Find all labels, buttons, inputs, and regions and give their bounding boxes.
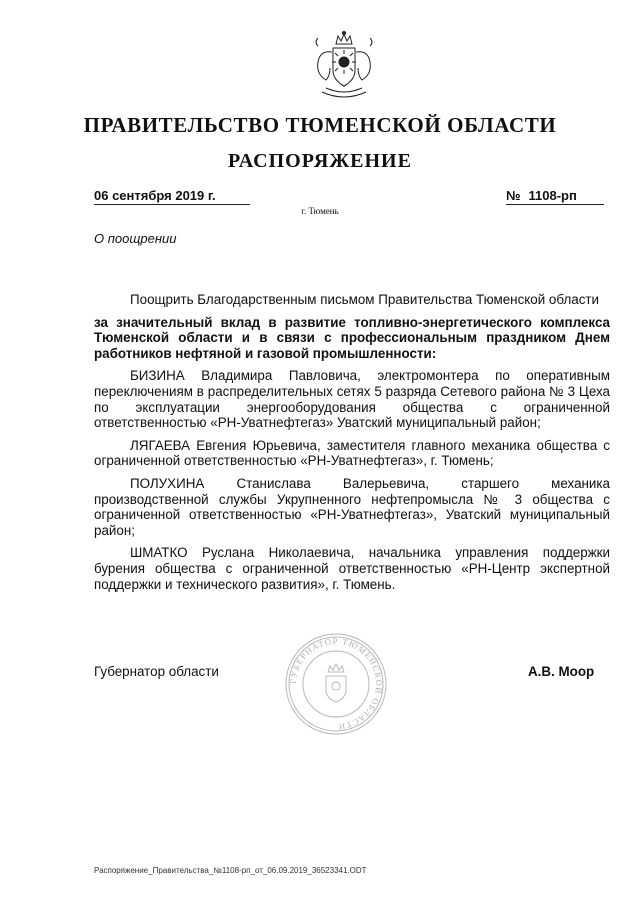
reason-paragraph: за значительный вклад в развитие топливно-энергетического комплекса Тюменской области и в связи с профессиональным праздником Днем работников нефтяной и газовой промышленности: (94, 314, 610, 361)
intro-paragraph: Поощрить Благодарственным письмом Правительства Тюменской области (130, 292, 600, 307)
coat-of-arms-icon (308, 30, 380, 106)
official-seal-icon (284, 632, 388, 736)
awardee-paragraph: ПОЛУХИНА Станислава Валерьевича, старшего механика производственной службы Укрупненного нефтепромысла № 3 общества с ограниченной ответственностью «РН-Уватнефтегаз», Уватский муниципальный район; (94, 475, 610, 538)
svg-text:ГУБЕРНАТОР ТЮМЕНСКОЙ ОБЛАСТИ (288, 636, 384, 732)
document-type-title: РАСПОРЯЖЕНИЕ (228, 150, 412, 172)
seal-text: ГУБЕРНАТОР ТЮМЕНСКОЙ ОБЛАСТИ (287, 635, 385, 733)
document-body (94, 292, 610, 599)
footer-filename: Распоряжение_Правительства_№1108-рп_от_06.09.2019_36523341.ODT (94, 866, 367, 875)
document-date: 06 сентября 2019 г. (94, 188, 250, 205)
document-number-field (506, 188, 604, 205)
awardee-paragraph: ШМАТКО Руслана Николаевича, начальника управления поддержки бурения общества с ограниченной ответственностью «РН-Центр экспертной поддержки и технического развития», г. Тюмень. (94, 545, 610, 592)
awardee-paragraph: БИЗИНА Владимира Павловича, электромонтера по оперативным переключениям в распределительных сетях 5 разряда Сетевого района № 3 Цеха по эксплуатации энергооборудования общества с ограниченной ответственностью «РН-Уватнефтегаз» Уватский муниципальный район; (94, 368, 610, 431)
awardee-paragraph: ЛЯГАЕВА Евгения Юрьевича, заместителя главного механика общества с ограниченной ответственностью «РН-Уватнефтегаз», г. Тюмень; (94, 437, 610, 469)
signature-role: Губернатор области (94, 664, 219, 679)
government-title: ПРАВИТЕЛЬСТВО ТЮМЕНСКОЙ ОБЛАСТИ (83, 113, 557, 137)
signature-name: А.В. Моор (528, 664, 595, 679)
number-sign: № (506, 188, 521, 203)
document-city: г. Тюмень (301, 206, 339, 216)
document-subject: О поощрении (94, 231, 177, 246)
document-number: 1108-рп (528, 188, 577, 203)
